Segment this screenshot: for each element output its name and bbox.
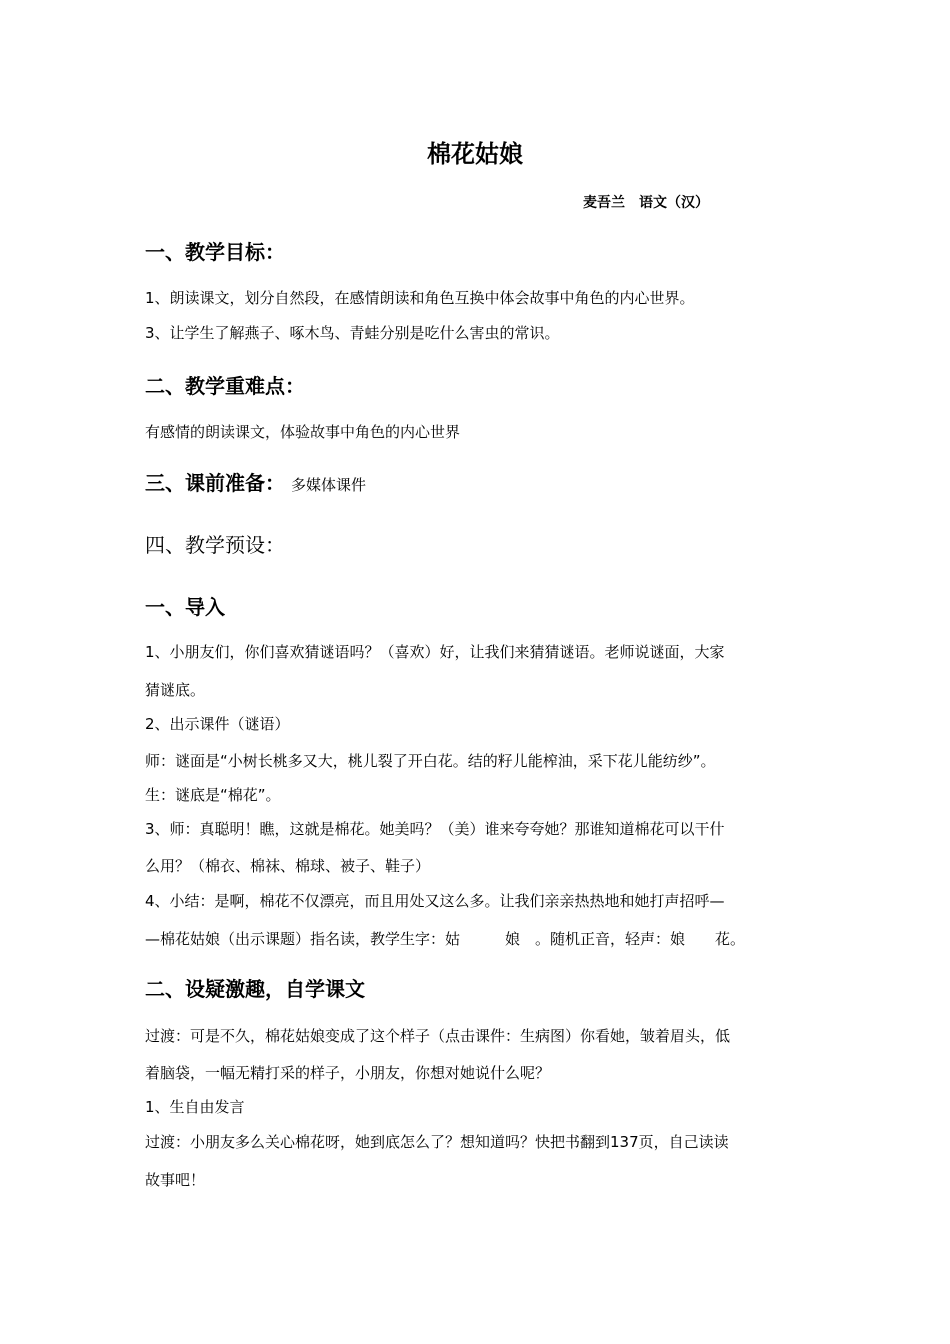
- part2-transition-1-line1: 过渡：可是不久，棉花姑娘变成了这个样子（点击课件：生病图）你看她，皱着眉头，低: [145, 1027, 731, 1045]
- document-title: 棉花姑娘: [427, 140, 523, 168]
- intro-teacher-riddle: 师：谜面是“小树长桃多又大，桃儿裂了开白花。结的籽儿能榨油，采下花儿能纺纱”。: [145, 752, 716, 770]
- heading-introduction: 一、导入: [145, 595, 225, 619]
- intro-item-2: 2、出示课件（谜语）: [145, 715, 290, 733]
- intro-student-answer: 生：谜底是“棉花”。: [145, 786, 281, 804]
- intro-item-1-line1: 1、小朋友们，你们喜欢猜谜语吗？（喜欢）好，让我们来猜猜谜语。老师说谜面，大家: [145, 643, 725, 661]
- heading-part-two: 二、设疑激趣，自学课文: [145, 977, 365, 1001]
- key-points-text: 有感情的朗读课文，体验故事中角色的内心世界: [145, 423, 461, 441]
- heading-preparation-label: 三、课前准备：: [145, 471, 285, 495]
- intro-item-3-line1: 3、师：真聪明！瞧，这就是棉花。她美吗？（美）谁来夸夸她？那谁知道棉花可以干什: [145, 820, 725, 838]
- heading-preparation: [145, 467, 366, 496]
- intro-item-4-line1: 4、小结：是啊，棉花不仅漂亮，而且用处又这么多。让我们亲亲热热地和她打声招呼—: [145, 892, 725, 910]
- author-line: 麦吾兰 语文（汉）: [583, 195, 709, 211]
- heading-teaching-plan: 四、教学预设：: [145, 533, 285, 557]
- goal-item-1: 1、朗读课文，划分自然段，在感情朗读和角色互换中体会故事中角色的内心世界。: [145, 289, 695, 307]
- intro-item-3-line2: 么用？（棉衣、棉袜、棉球、被子、鞋子）: [145, 857, 431, 875]
- part2-item-1: 1、生自由发言: [145, 1098, 245, 1116]
- heading-teaching-goals: 一、教学目标：: [145, 240, 285, 264]
- part2-transition-1-line2: 着脑袋，一幅无精打采的样子，小朋友，你想对她说什么呢？: [145, 1064, 551, 1082]
- intro-item-4-line2: —棉花姑娘（出示课题）指名读，教学生字：姑 娘 。随机正音，轻声：娘 花。: [145, 930, 746, 948]
- heading-key-points: 二、教学重难点：: [145, 374, 305, 398]
- preparation-text: 多媒体课件: [291, 476, 367, 494]
- intro-item-1-line2: 猜谜底。: [145, 681, 206, 699]
- part2-transition-2-line1: 过渡：小朋友多么关心棉花呀，她到底怎么了？想知道吗？快把书翻到137页，自己读读: [145, 1133, 729, 1151]
- part2-transition-2-line2: 故事吧！: [145, 1171, 206, 1189]
- goal-item-3: 3、让学生了解燕子、啄木鸟、青蛙分别是吃什么害虫的常识。: [145, 324, 560, 342]
